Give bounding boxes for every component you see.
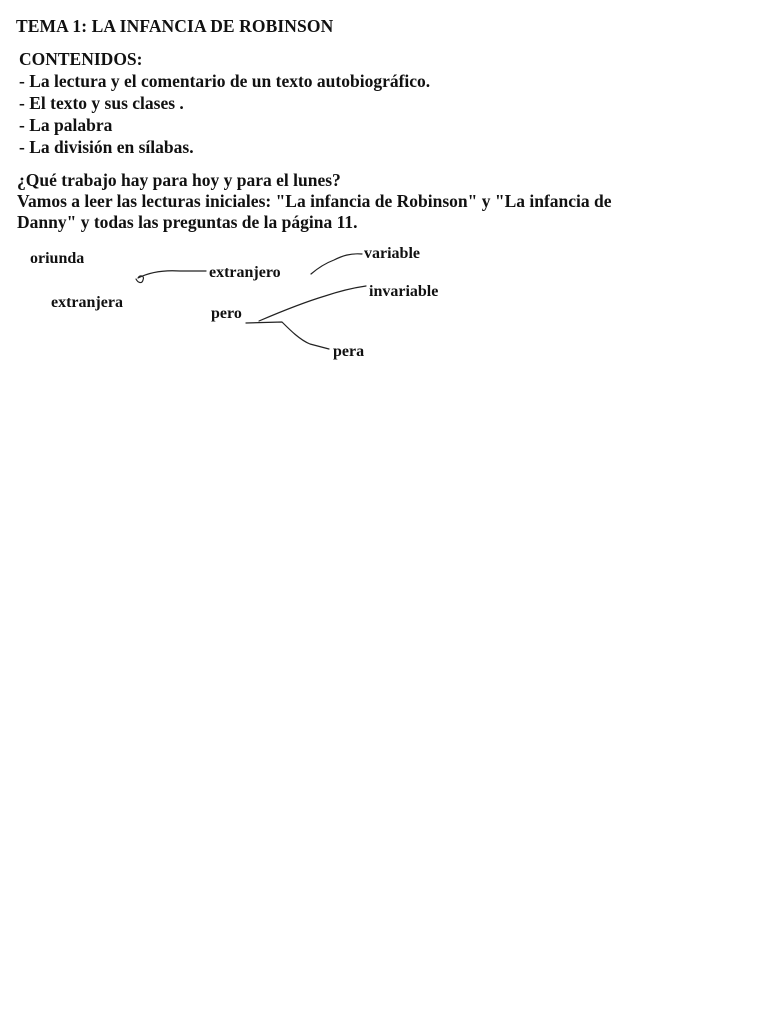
contents-item: - La palabra: [19, 115, 113, 135]
contents-item: - La división en sílabas.: [19, 137, 194, 157]
connector-variable-line: [311, 254, 362, 274]
contents-item: - La lectura y el comentario de un texto autobiográfico.: [19, 71, 431, 91]
word-extranjera: extranjera: [51, 294, 123, 311]
connector-extranjero-line: [136, 271, 206, 283]
contents-section: [19, 48, 430, 158]
word-variable: variable: [364, 245, 420, 262]
word-oriunda: oriunda: [30, 250, 85, 267]
homework-answer: Vamos a leer las lecturas iniciales: "La infancia de Robinson" y "La infancia de Danny" y todas las preguntas de la página 11.: [17, 191, 612, 232]
homework-section: [17, 170, 617, 233]
contents-item: - El texto y sus clases .: [19, 93, 184, 113]
connector-pera-line: [246, 322, 329, 349]
connector-invariable-line: [259, 286, 366, 321]
word-invariable: invariable: [369, 283, 439, 300]
homework-question: ¿Qué trabajo hay para hoy y para el lunes?: [17, 170, 341, 190]
word-extranjero: extranjero: [209, 264, 281, 281]
word-pero: pero: [211, 305, 242, 322]
contents-heading: CONTENIDOS:: [19, 49, 143, 69]
word-pera: pera: [333, 343, 365, 360]
page-title: TEMA 1: LA INFANCIA DE ROBINSON: [16, 16, 334, 36]
